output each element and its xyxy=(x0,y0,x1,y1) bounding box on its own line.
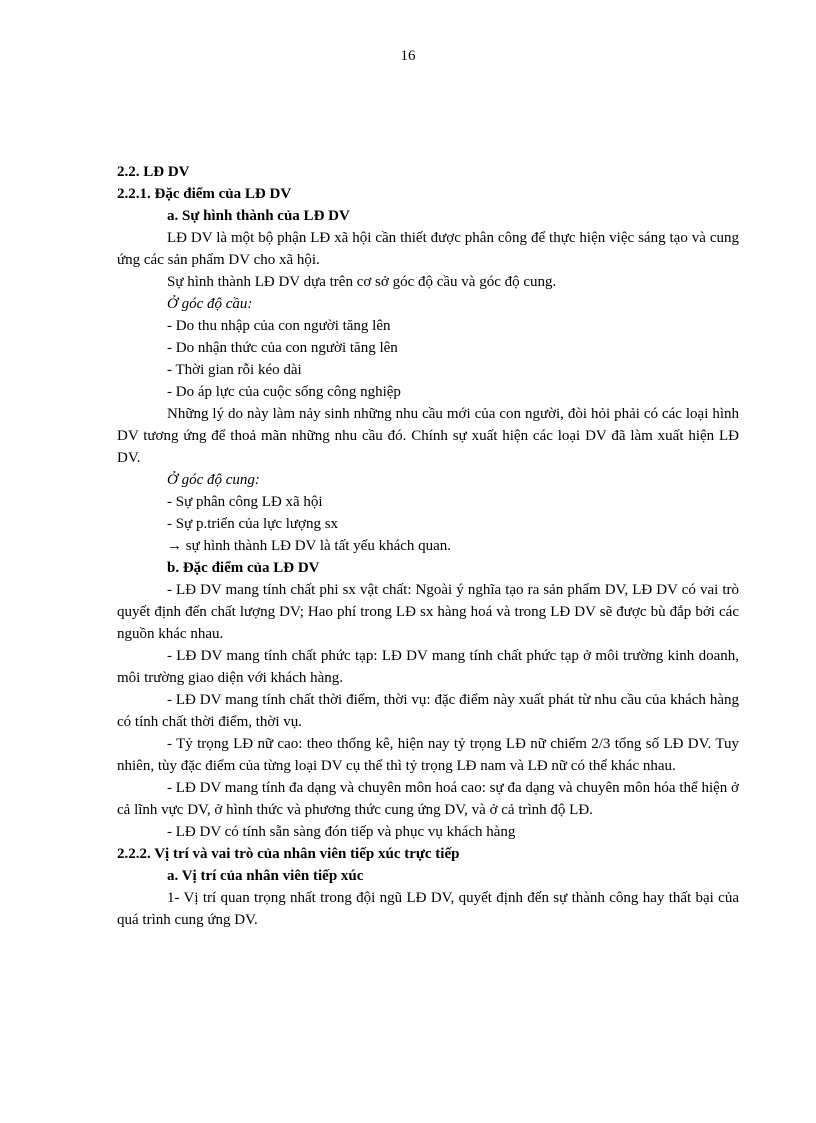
list-item: - Do áp lực của cuộc sống công nghiệp xyxy=(167,384,401,400)
supply-heading: Ở góc độ cung: xyxy=(167,472,260,488)
heading-a-formation: a. Sự hình thành của LĐ DV xyxy=(167,208,350,224)
demand-heading: Ở góc độ cầu: xyxy=(167,296,253,312)
list-item: - LĐ DV mang tính đa dạng và chuyên môn hoá cao: sự đa dạng và chuyên môn hóa thể hiện ở cả lĩnh vực DV, ở hình thức và phương thức cung ứng DV, và ở cả trình độ LĐ. xyxy=(117,780,739,818)
list-item: - LĐ DV mang tính chất phi sx vật chất: Ngoài ý nghĩa tạo ra sản phẩm DV, LĐ DV có vai trò quyết định đến chất lượng DV; Hao phí trong LĐ sx hàng hoá và trong LĐ DV sẽ được bù đắp bởi các nguồn khác nhau. xyxy=(117,582,739,642)
list-item: - Sự phân công LĐ xã hội xyxy=(167,494,323,510)
heading-2-2-2: 2.2.2. Vị trí và vai trò của nhân viên tiếp xúc trực tiếp xyxy=(117,846,460,862)
paragraph-definition: LĐ DV là một bộ phận LĐ xã hội cần thiết được phân công để thực hiện việc sáng tạo và cung ứng các sản phẩm DV cho xã hội. xyxy=(117,230,739,268)
heading-b-characteristics: b. Đặc điểm của LĐ DV xyxy=(167,560,320,576)
conclusion-line: → sự hình thành LĐ DV là tất yếu khách quan. xyxy=(167,538,452,554)
paragraph-position: 1- Vị trí quan trọng nhất trong đội ngũ LĐ DV, quyết định đến sự thành công hay thất bại của quá trình cung ứng DV. xyxy=(117,890,739,928)
list-item: - Sự p.triển của lực lượng sx xyxy=(167,516,339,532)
paragraph-demand-summary: Những lý do này làm nảy sinh những nhu cầu mới của con người, đòi hỏi phải có các loại hình DV tương ứng để thoả mãn những nhu cầu đó. Chính sự xuất hiện các loại DV đã làm xuất hiện LĐ DV. xyxy=(117,406,739,466)
heading-2-2: 2.2. LĐ DV xyxy=(117,164,190,180)
list-item: - Do thu nhập của con người tăng lên xyxy=(167,318,391,334)
list-item: - Thời gian rỗi kéo dài xyxy=(167,362,302,378)
list-item: - LĐ DV có tính sẵn sàng đón tiếp và phục vụ khách hàng xyxy=(167,824,516,840)
document-body xyxy=(117,161,739,931)
paragraph-basis: Sự hình thành LĐ DV dựa trên cơ sở góc độ cầu và góc độ cung. xyxy=(167,274,557,290)
list-item: - LĐ DV mang tính chất phức tạp: LĐ DV mang tính chất phức tạp ở môi trường kinh doanh, môi trường giao diện với khách hàng. xyxy=(117,648,739,686)
list-item: - Do nhận thức của con người tăng lên xyxy=(167,340,398,356)
heading-2-2-1: 2.2.1. Đặc điểm của LĐ DV xyxy=(117,186,292,202)
list-item: - LĐ DV mang tính chất thời điểm, thời vụ: đặc điểm này xuất phát từ nhu cầu của khách hàng có tính chất thời điểm, thời vụ. xyxy=(117,692,739,730)
list-item: - Tỷ trọng LĐ nữ cao: theo thống kê, hiện nay tỷ trọng LĐ nữ chiếm 2/3 tổng số LĐ DV. Tuy nhiên, tùy đặc điểm của từng loại DV cụ thể thì tỷ trọng LĐ nam và LĐ nữ có thể khác nhau. xyxy=(117,736,739,774)
heading-a-position: a. Vị trí của nhân viên tiếp xúc xyxy=(167,868,364,884)
page-number: 16 xyxy=(400,48,416,64)
